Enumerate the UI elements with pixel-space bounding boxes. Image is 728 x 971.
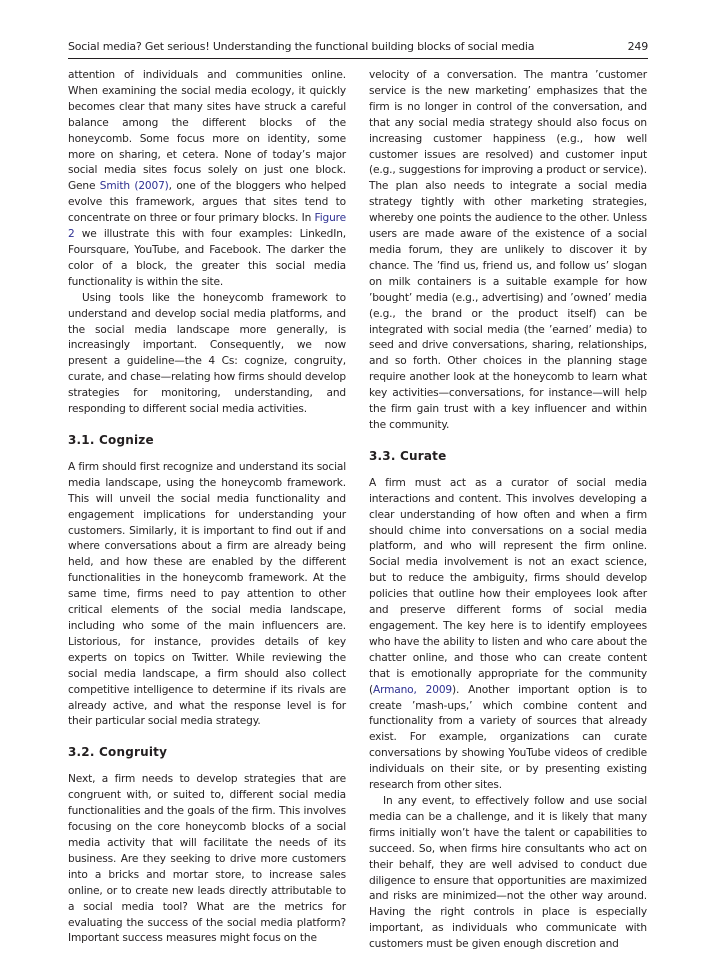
section-heading-curate: 3.3. Curate bbox=[369, 448, 447, 463]
text-run: attention of individuals and communities online. When examining the social media ecology, it quickly becomes clear that many sites have struck a careful balance among the different blocks of the honeycomb. Some focus more on identity, some more on sharing, et cetera. None of today’s major social media sites focus solely on just one block. Gene bbox=[68, 69, 346, 193]
paragraph: velocity of a conversation. The mantra ’customer service is the new marketing’ emphasizes that the firm is no longer in control of the conversation, and that any social media strategy should also focus on increasing customer happiness (e.g., how well customer issues are resolved) and customer input (e.g., suggestions for improving a product or service). The plan also needs to integrate a social media strategy tightly with other marketing strategies, whereby one points the audience to the other. Unless users are made aware of the existence of a social media forum, they are unlikely to discover it by chance. The ’find us, friend us, and follow us’ slogan on milk containers is a suitable example for how ’bought’ media (e.g., advertising) and ’owned’ media (e.g., the brand or the product itself) can be integrated with social media (the ’earned’ media) to seed and drive conversations, sharing, relationships, and so forth. Other choices in the planning stage require another look at the honeycomb to learn what key activities—conversations, for instance—will help the firm gain trust with a key influencer and within the community. bbox=[369, 69, 647, 431]
paragraph bbox=[369, 476, 647, 794]
paragraph bbox=[68, 68, 346, 291]
paragraph: In any event, to effectively follow and use social media can be a challenge, and it is likely that many firms initially won’t have the talent or capabilities to succeed. So, when firms hire consultants who act on their behalf, they are well advised to conduct due diligence to ensure that opportunities are maximized and risks are minimized—not the other way around. Having the right controls in place is especially important, as individuals who communicate with customers must be given enough discretion and bbox=[369, 794, 647, 951]
text-run: , one of the bloggers who helped evolve this framework, argues that sites tend to concentrate on three or four primary blocks. In bbox=[68, 180, 347, 225]
page-number: 249 bbox=[627, 40, 648, 53]
section-heading-cognize: 3.1. Cognize bbox=[68, 432, 154, 447]
left-column bbox=[68, 68, 346, 947]
running-title: Social media? Get serious! Understanding the functional building blocks of social media bbox=[68, 40, 535, 53]
text-run: we illustrate this with four examples: LinkedIn, Foursquare, YouTube, and Facebook. The darker the color of a block, the greater this social media functionality is within the site. bbox=[68, 228, 346, 288]
paragraph: A firm should first recognize and understand its social media landscape, using the honeycomb framework. This will unveil the social media functionality and engagement implications for understanding your customers. Similarly, it is important to find out if and where conversations about a firm are already being held, and how these are enabled by the different functionalities in the honeycomb framework. At the same time, firms need to pay attention to other critical elements of the social media landscape, including who some of the main influencers are. Listorious, for instance, provides details of key experts on topics on Twitter. While reviewing the social media landscape, a firm should also collect competitive intelligence to determine if its rivals are already active, and what the response level is for their particular social media strategy. bbox=[68, 460, 346, 728]
citation-link[interactable]: Smith (2007) bbox=[99, 180, 169, 193]
text-run: A firm must act as a curator of social media interactions and content. This involves developing a clear understanding of how often and when a firm should chime into conversations on a social media platform, and who will represent the firm online. Social media involvement is not an exact science, but to reduce the ambiguity, firms should develop policies that outline how their employees look after and preserve different forms of social media engagement. The key here is to identify employees who have the ability to listen and who care about the chatter online, and those who can create content that is emotionally appropriate for the community ( bbox=[369, 476, 647, 696]
figure-link[interactable]: Figure 2 bbox=[68, 212, 346, 241]
right-column bbox=[369, 68, 647, 953]
paragraph: Next, a firm needs to develop strategies that are congruent with, or suited to, different social media functionalities and the goals of the firm. This involves focusing on the core honeycomb blocks of a social media activity that will facilitate the needs of its business. Are they seeking to drive more customers into a bricks and mortar store, to increase sales online, or to create new leads directly attributable to a social media tool? What are the metrics for evaluating the success of the social media platform? Important success measures might focus on the bbox=[68, 773, 346, 945]
header-rule bbox=[68, 58, 648, 59]
running-header bbox=[68, 40, 648, 54]
section-heading-congruity: 3.2. Congruity bbox=[68, 745, 168, 760]
paragraph: Using tools like the honeycomb framework to understand and develop social media platforms, and the social media landscape more generally, is increasingly important. Consequently, we now present a guideline—the 4 Cs: cognize, congruity, curate, and chase—relating how firms should develop strategies for monitoring, understanding, and responding to different social media activities. bbox=[68, 291, 346, 416]
citation-link[interactable]: Armano, 2009 bbox=[372, 683, 452, 696]
text-run: ). Another important option is to create ’mash-ups,’ which combine content and functionality from a variety of sources that already exist. For example, organizations can curate conversations by showing YouTube videos of credible individuals on their site, or by presenting existing research from other sites. bbox=[369, 683, 647, 792]
